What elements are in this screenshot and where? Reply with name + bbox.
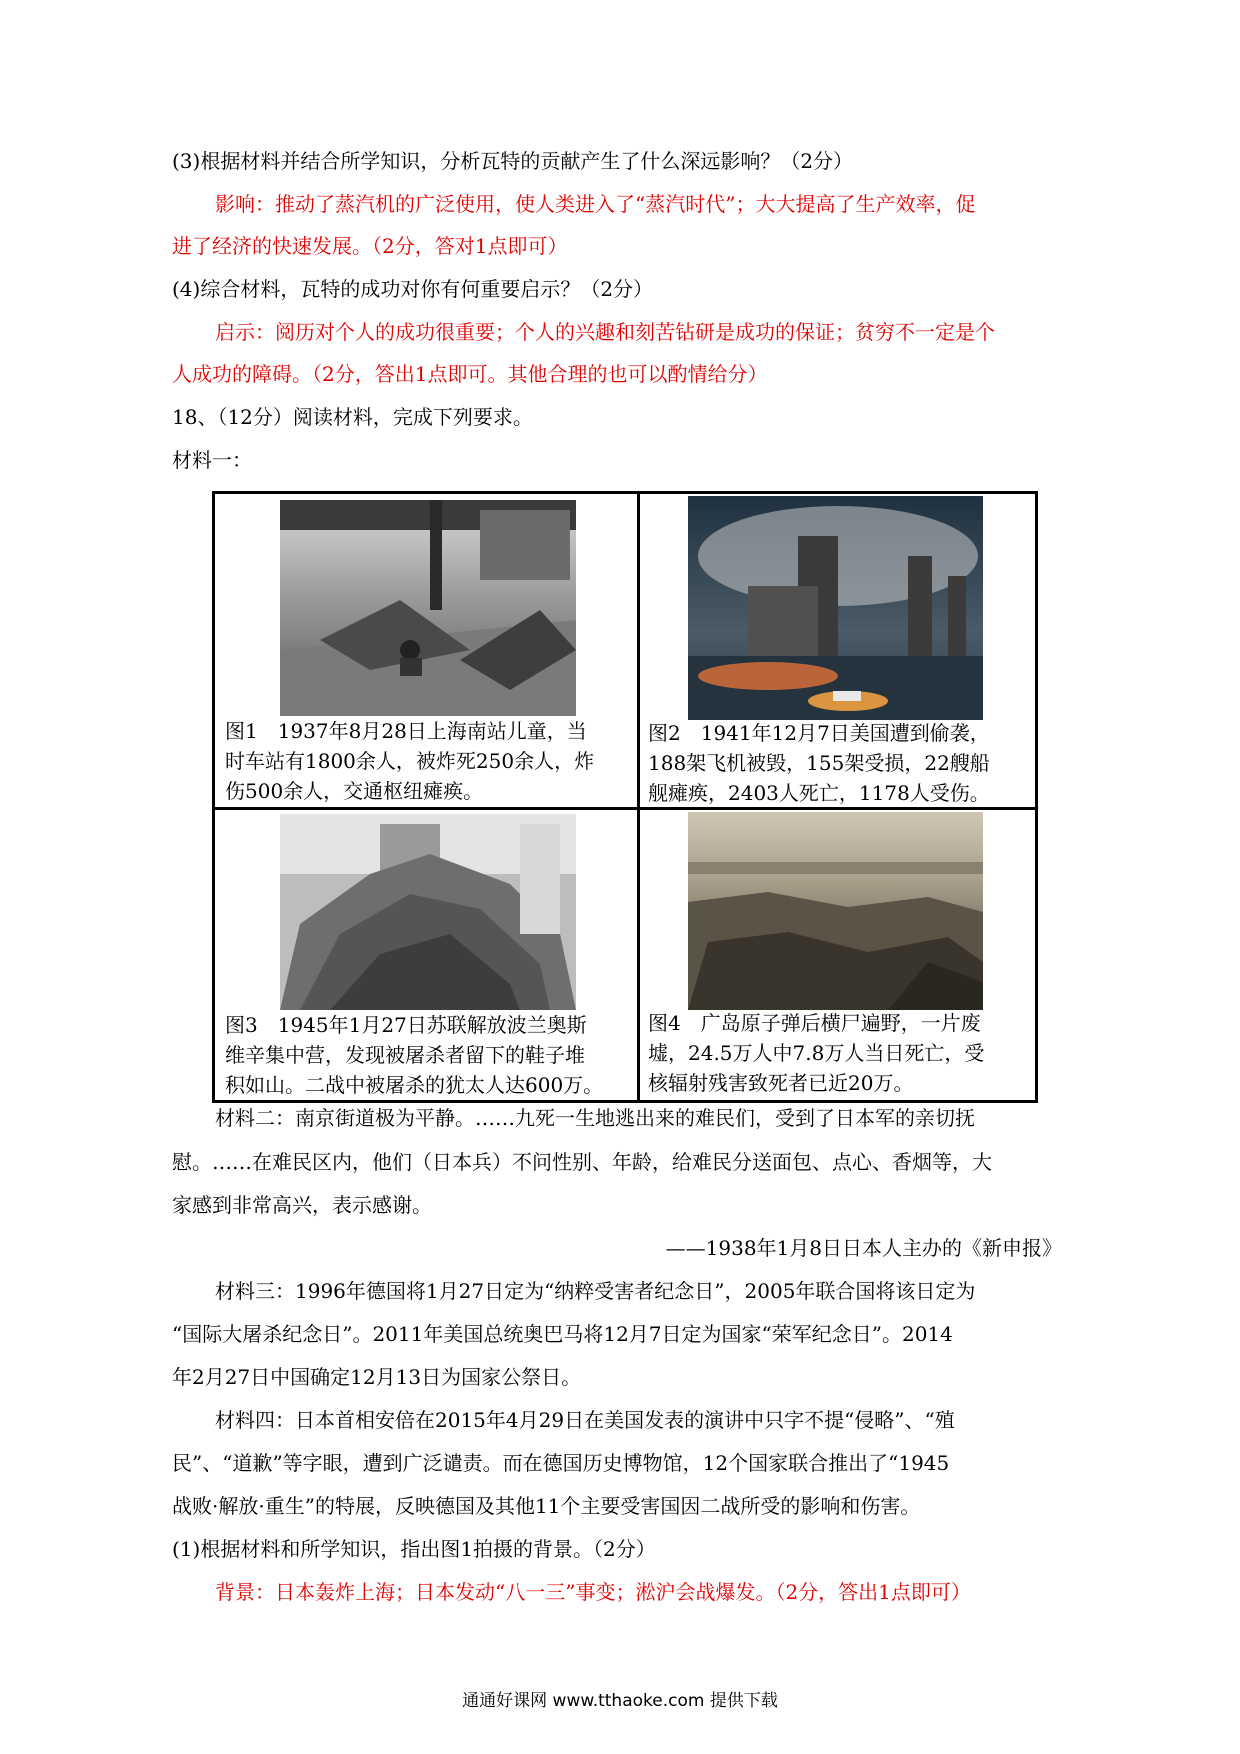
page-footer: 通通好课网 www.tthaoke.com 提供下载	[462, 1691, 778, 1711]
figure-2-caption-line-2: 188架飞机被毁，155架受损，22艘船	[648, 751, 990, 775]
material-4-line-1: 材料四：日本首相安倍在2015年4月29日在美国发表的演讲中只字不提“侵略”、“殖	[215, 1408, 955, 1432]
figure-3-photo	[280, 814, 576, 1010]
material-2-line-3: 家感到非常高兴，表示感谢。	[172, 1193, 432, 1217]
answer-3-line-2: 进了经济的快速发展。（2分，答对1点即可）	[172, 234, 568, 258]
figure-1-photo	[280, 500, 576, 716]
material-4-line-3: 战败·解放·重生”的特展，反映德国及其他11个主要受害国因二战所受的影响和伤害。	[172, 1494, 921, 1518]
figure-3-cell	[215, 810, 637, 1100]
figure-4-caption	[648, 1008, 984, 1098]
material-3-line-1: 材料三：1996年德国将1月27日定为“纳粹受害者纪念日”，2005年联合国将该日定为	[215, 1279, 976, 1303]
figure-1-caption	[225, 716, 594, 806]
figure-3-caption-line-1: 图3 1945年1月27日苏联解放波兰奥斯	[225, 1013, 587, 1037]
answer-1: 背景：日本轰炸上海；日本发动“八一三”事变；淞沪会战爆发。（2分，答出1点即可）	[215, 1580, 971, 1604]
material-1-label: 材料一：	[172, 448, 252, 472]
figure-1-caption-line-2: 时车站有1800余人，被炸死250余人，炸	[225, 749, 595, 773]
figure-2-caption	[648, 718, 990, 808]
figure-1-caption-line-3: 伤500余人，交通枢纽瘫痪。	[225, 779, 484, 803]
figure-2-photo	[688, 496, 983, 720]
figure-2-caption-line-3: 舰瘫痪，2403人死亡，1178人受伤。	[648, 781, 990, 805]
question-4: (4)综合材料，瓦特的成功对你有何重要启示？（2分）	[172, 277, 654, 301]
figure-1-cell	[215, 494, 637, 807]
figure-1-caption-line-1: 图1 1937年8月28日上海南站儿童，当	[225, 719, 587, 743]
figure-4-caption-line-2: 墟，24.5万人中7.8万人当日死亡，受	[648, 1041, 985, 1065]
material-4-line-2: 民”、“道歉”等字眼，遭到广泛谴责。而在德国历史博物馆，12个国家联合推出了“1945	[172, 1451, 950, 1475]
question-3: (3)根据材料并结合所学知识，分析瓦特的贡献产生了什么深远影响？（2分）	[172, 149, 854, 173]
material-3-line-2: “国际大屠杀纪念日”。2011年美国总统奥巴马将12月7日定为国家“荣军纪念日”。2014	[172, 1322, 953, 1346]
figure-3-caption	[225, 1010, 603, 1100]
material-2-line-1: 材料二：南京街道极为平静。……九死一生地逃出来的难民们，受到了日本军的亲切抚	[215, 1106, 975, 1130]
figure-4-cell	[640, 810, 1035, 1100]
material-2-source: ——1938年1月8日日本人主办的《新申报》	[665, 1236, 1062, 1260]
material-3-line-3: 年2月27日中国确定12月13日为国家公祭日。	[172, 1365, 582, 1389]
figure-3-caption-line-3: 积如山。二战中被屠杀的犹太人达600万。	[225, 1073, 604, 1097]
material-2-line-2: 慰。……在难民区内，他们（日本兵）不问性别、年龄，给难民分送面包、点心、香烟等，大	[172, 1150, 992, 1174]
question-18: 18、（12分）阅读材料，完成下列要求。	[172, 405, 533, 429]
figure-2-cell	[640, 494, 1035, 807]
figure-grid	[212, 491, 1038, 1103]
answer-4-line-1: 启示：阅历对个人的成功很重要；个人的兴趣和刻苦钻研是成功的保证；贫穷不一定是个	[215, 320, 995, 344]
figure-2-caption-line-1: 图2 1941年12月7日美国遭到偷袭，	[648, 721, 990, 745]
figure-3-caption-line-2: 维辛集中营，发现被屠杀者留下的鞋子堆	[225, 1043, 585, 1067]
answer-3-line-1: 影响：推动了蒸汽机的广泛使用，使人类进入了“蒸汽时代”；大大提高了生产效率，促	[215, 192, 976, 216]
figure-4-caption-line-3: 核辐射残害致死者已近20万。	[648, 1071, 914, 1095]
question-1: (1)根据材料和所学知识，指出图1拍摄的背景。（2分）	[172, 1537, 656, 1561]
figure-4-photo	[688, 812, 983, 1010]
figure-4-caption-line-1: 图4 广岛原子弹后横尸遍野，一片废	[648, 1011, 981, 1035]
answer-4-line-2: 人成功的障碍。（2分，答出1点即可。其他合理的也可以酌情给分）	[172, 362, 768, 386]
